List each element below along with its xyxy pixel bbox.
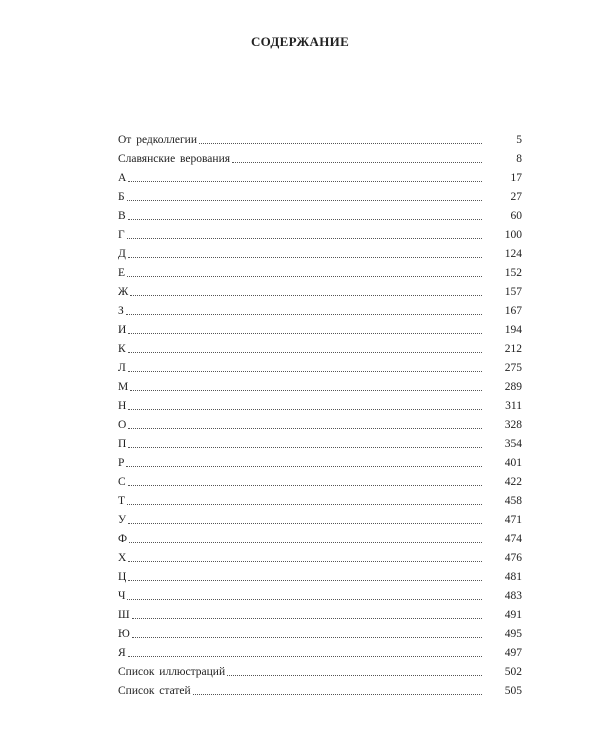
toc-entry-page-number: 476 (504, 552, 522, 564)
toc-entry[interactable] (118, 622, 522, 641)
toc-entry-label: Ц (118, 571, 127, 583)
dot-leader (227, 675, 482, 676)
toc-entry[interactable] (118, 147, 522, 166)
toc-entry[interactable] (118, 508, 522, 527)
toc-entry-page-number: 328 (504, 419, 522, 431)
dot-leader (232, 162, 482, 163)
toc-entry-page-number: 354 (504, 438, 522, 450)
toc-entry-label: К (118, 343, 126, 355)
toc-entry[interactable] (118, 489, 522, 508)
dot-leader (132, 637, 482, 638)
toc-entry-label: Л (118, 362, 126, 374)
toc-entry-page-number: 401 (504, 457, 522, 469)
toc-entry[interactable] (118, 128, 522, 147)
toc-entry[interactable] (118, 641, 522, 660)
toc-entry[interactable] (118, 527, 522, 546)
toc-entry-page-number: 497 (504, 647, 522, 659)
dot-leader (128, 580, 482, 581)
toc-entry-page-number: 481 (504, 571, 522, 583)
toc-entry-label: Ч (118, 590, 126, 602)
toc-entry[interactable] (118, 280, 522, 299)
dot-leader (127, 238, 482, 239)
dot-leader (130, 295, 482, 296)
toc-entry-label: А (118, 172, 127, 184)
toc-entry-page-number: 60 (510, 210, 522, 222)
toc-entry[interactable] (118, 660, 522, 679)
dot-leader (130, 390, 482, 391)
toc-entry-label: Т (118, 495, 126, 507)
toc-entry-label: Я (118, 647, 126, 659)
toc-entry-label: С (118, 476, 126, 488)
toc-entry[interactable] (118, 299, 522, 318)
toc-entry[interactable] (118, 242, 522, 261)
toc-entry-label: О (118, 419, 127, 431)
dot-leader (128, 523, 482, 524)
toc-entry-label: М (118, 381, 129, 393)
dot-leader (128, 371, 482, 372)
toc-entry-label: Х (118, 552, 127, 564)
toc-entry-label: Славянские верования (118, 153, 231, 165)
toc-entry-page-number: 17 (510, 172, 522, 184)
dot-leader (127, 599, 482, 600)
toc-entry-label: От редколлегии (118, 134, 197, 146)
page-title: СОДЕРЖАНИЕ (250, 34, 350, 49)
toc-entry[interactable] (118, 432, 522, 451)
toc-entry-page-number: 458 (504, 495, 522, 507)
dot-leader (193, 694, 482, 695)
toc-entry-page-number: 27 (510, 191, 522, 203)
toc-entry-label: И (118, 324, 127, 336)
toc-entry-label: У (118, 514, 127, 526)
toc-entry[interactable] (118, 413, 522, 432)
toc-entry-label: В (118, 210, 126, 222)
toc-entry-label: Е (118, 267, 126, 279)
dot-leader (132, 618, 482, 619)
dot-leader (128, 447, 482, 448)
dot-leader (128, 428, 482, 429)
toc-entry-label: Н (118, 400, 127, 412)
toc-entry-page-number: 275 (504, 362, 522, 374)
toc-entry-label: Р (118, 457, 125, 469)
toc-entry-page-number: 124 (504, 248, 522, 260)
dot-leader (127, 504, 482, 505)
toc-entry-page-number: 474 (504, 533, 522, 545)
dot-leader (128, 409, 482, 410)
toc-entry-label: Ж (118, 286, 129, 298)
toc-entry[interactable] (118, 565, 522, 584)
dot-leader (129, 542, 482, 543)
dot-leader (128, 352, 482, 353)
toc-entry-page-number: 495 (504, 628, 522, 640)
dot-leader (127, 200, 482, 201)
toc-entry-page-number: 194 (504, 324, 522, 336)
toc-entry[interactable] (118, 261, 522, 280)
toc-entry-page-number: 502 (504, 666, 522, 678)
toc-entry-page-number: 311 (505, 400, 522, 412)
toc-entry-page-number: 5 (516, 134, 522, 146)
dot-leader (128, 219, 482, 220)
toc-entry-label: Г (118, 229, 125, 241)
toc-entry[interactable] (118, 584, 522, 603)
toc-entry-label: Список иллюстраций (118, 666, 226, 678)
toc-entry[interactable] (118, 318, 522, 337)
toc-entry-label: Список статей (118, 685, 191, 697)
toc-entry-page-number: 505 (504, 685, 522, 697)
toc-entry[interactable] (118, 470, 522, 489)
toc-entry-label: Б (118, 191, 125, 203)
toc-entry-label: З (118, 305, 124, 317)
dot-leader (126, 314, 482, 315)
toc-entry-label: Ф (118, 533, 128, 545)
toc-entry[interactable] (118, 204, 522, 223)
dot-leader (199, 143, 482, 144)
toc-entry[interactable] (118, 546, 522, 565)
toc-entry-page-number: 491 (504, 609, 522, 621)
toc-entry-page-number: 100 (504, 229, 522, 241)
toc-entry-page-number: 8 (516, 153, 522, 165)
toc-entry-page-number: 212 (504, 343, 522, 355)
toc-entry-label: П (118, 438, 127, 450)
toc-entry-page-number: 471 (504, 514, 522, 526)
toc-entry[interactable] (118, 679, 522, 698)
dot-leader (128, 485, 482, 486)
toc-entry-page-number: 483 (504, 590, 522, 602)
toc-entry[interactable] (118, 451, 522, 470)
table-of-contents (118, 128, 522, 698)
dot-leader (126, 466, 482, 467)
toc-entry-label: Ю (118, 628, 130, 640)
toc-entry[interactable] (118, 223, 522, 242)
dot-leader (128, 181, 482, 182)
toc-entry-page-number: 152 (504, 267, 522, 279)
toc-entry[interactable] (118, 375, 522, 394)
toc-entry-label: Д (118, 248, 126, 260)
toc-entry[interactable] (118, 185, 522, 204)
dot-leader (128, 333, 482, 334)
toc-entry-page-number: 167 (504, 305, 522, 317)
dot-leader (128, 257, 482, 258)
dot-leader (128, 656, 482, 657)
dot-leader (128, 561, 482, 562)
toc-entry-label: Ш (118, 609, 130, 621)
toc-entry[interactable] (118, 166, 522, 185)
toc-entry-page-number: 289 (504, 381, 522, 393)
toc-entry-page-number: 157 (504, 286, 522, 298)
toc-entry[interactable] (118, 603, 522, 622)
dot-leader (127, 276, 482, 277)
toc-entry[interactable] (118, 356, 522, 375)
toc-entry[interactable] (118, 394, 522, 413)
toc-entry-page-number: 422 (504, 476, 522, 488)
toc-entry[interactable] (118, 337, 522, 356)
